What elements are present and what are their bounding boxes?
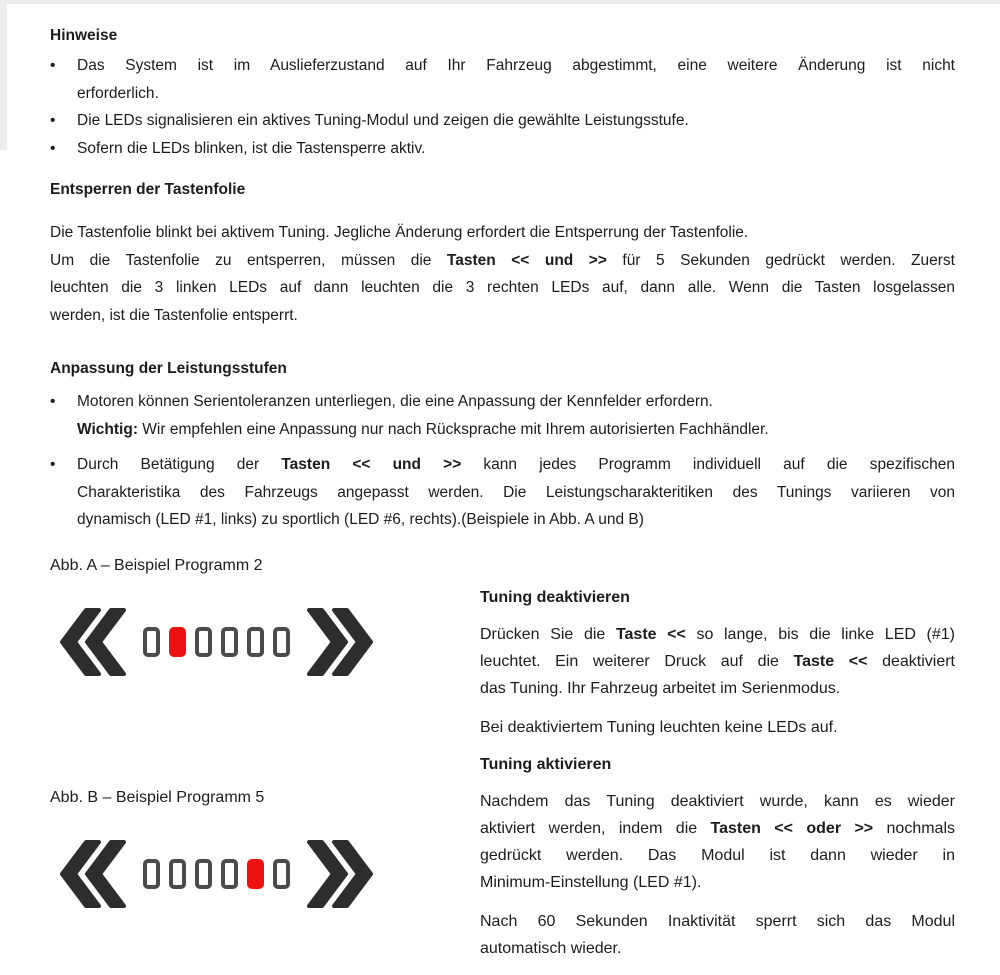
figure-a-led-display (60, 608, 480, 676)
led-strip (143, 859, 290, 889)
section-heading-hinweise: Hinweise (50, 27, 118, 44)
page-edge-artifact-left (0, 0, 7, 150)
list-item (50, 451, 955, 534)
figure-a-caption: Abb. A – Beispiel Programm 2 (50, 556, 263, 574)
list-item-text (77, 388, 955, 443)
led-4 (221, 627, 238, 657)
bullet-marker: • (50, 112, 56, 129)
led-1 (143, 859, 160, 889)
paragraph: Nach 60 Sekunden Inaktivität sperrt sich das Modul automatisch wieder. (480, 912, 955, 957)
anpassung-list (50, 388, 955, 534)
instructions-column (480, 588, 955, 974)
list-item (50, 52, 955, 107)
list-item (50, 135, 955, 163)
section-heading-anpassung: Anpassung der Leistungsstufen (50, 360, 287, 377)
paragraph: Drücken Sie die Taste << so lange, bis die linke LED (#1) leuchtet. Ein weiterer Druck auf die Taste << deaktiviert das Tuning. Ihr Fahrzeug arbeitet im Serienmodus. (480, 625, 956, 697)
led-5-active (247, 859, 264, 889)
list-item (50, 388, 955, 443)
double-chevron-right-icon (307, 608, 373, 676)
led-5 (247, 627, 264, 657)
section-heading-entsperren: Entsperren der Tastenfolie (50, 181, 246, 198)
heading-tuning-deaktivieren: Tuning deaktivieren (480, 588, 630, 606)
figures-column (50, 556, 480, 974)
led-3 (195, 627, 212, 657)
led-6 (273, 859, 290, 889)
led-1 (143, 627, 160, 657)
paragraph: Nachdem das Tuning deaktiviert wurde, kann es wieder aktiviert werden, indem die Tasten << oder >> nochmals gedrückt werden. Das Modul ist dann wieder in Minimum-Einstellung (LED #1). (480, 792, 956, 891)
heading-tuning-aktivieren: Tuning aktivieren (480, 755, 612, 773)
page-edge-artifact-top (0, 0, 1000, 4)
paragraph: Motoren können Serientoleranzen unterliegen, die eine Anpassung der Kennfelder erfordern. (77, 393, 713, 410)
paragraph: Um die Tastenfolie zu entsperren, müssen die Tasten << und >> für 5 Sekunden gedrückt werden. Zuerst leuchten die 3 linken LEDs auf dann leuchten die 3 rechten LEDs auf, dann alle. Wenn die Tasten losgelassen werden, ist die Tastenfolie entsperrt. (50, 251, 955, 324)
led-4 (221, 859, 238, 889)
list-item (50, 107, 955, 135)
bullet-marker: • (50, 57, 56, 74)
led-2 (169, 859, 186, 889)
hinweise-list (50, 52, 955, 162)
figures-and-instructions (50, 556, 955, 974)
list-item-text: Durch Betätigung der Tasten << und >> kann jedes Programm individuell auf die spezifischen Charakteristika des Fahrzeugs angepasst werden. Die Leistungscharakteritiken des Tunings variieren von dynamisch (LED #1, links) zu sportlich (LED #6, rechts).(Beispiele in Abb. A und B) (77, 456, 955, 528)
double-chevron-right-icon (307, 840, 373, 908)
list-item-text: Sofern die LEDs blinken, ist die Tastensperre aktiv. (77, 139, 426, 157)
section-anpassung (50, 359, 955, 534)
bullet-marker: • (50, 139, 56, 157)
bullet-marker: • (50, 393, 56, 410)
double-chevron-left-icon (60, 840, 126, 908)
figure-b-caption: Abb. B – Beispiel Programm 5 (50, 788, 265, 806)
led-2-active (169, 627, 186, 657)
led-6 (273, 627, 290, 657)
bullet-marker: • (50, 456, 56, 473)
section-hinweise (50, 26, 955, 162)
section-entsperren (50, 180, 955, 329)
paragraph: Wichtig: Wir empfehlen eine Anpassung nur nach Rücksprache mit Ihrem autorisierten Fachhändler. (77, 420, 769, 438)
list-item-text: Das System ist im Auslieferzustand auf Ihr Fahrzeug abgestimmt, eine weitere Änderung ist nicht erforderlich. (77, 57, 955, 102)
list-item-text: Die LEDs signalisieren ein aktives Tuning-Modul und zeigen die gewählte Leistungsstufe. (77, 112, 689, 129)
figure-b-led-display (60, 840, 480, 908)
paragraph: Die Tastenfolie blinkt bei aktivem Tuning. Jegliche Änderung erfordert die Entsperrung der Tastenfolie. (50, 224, 749, 241)
double-chevron-left-icon (60, 608, 126, 676)
led-3 (195, 859, 212, 889)
led-strip (143, 627, 290, 657)
paragraph: Bei deaktiviertem Tuning leuchten keine LEDs auf. (480, 718, 838, 736)
